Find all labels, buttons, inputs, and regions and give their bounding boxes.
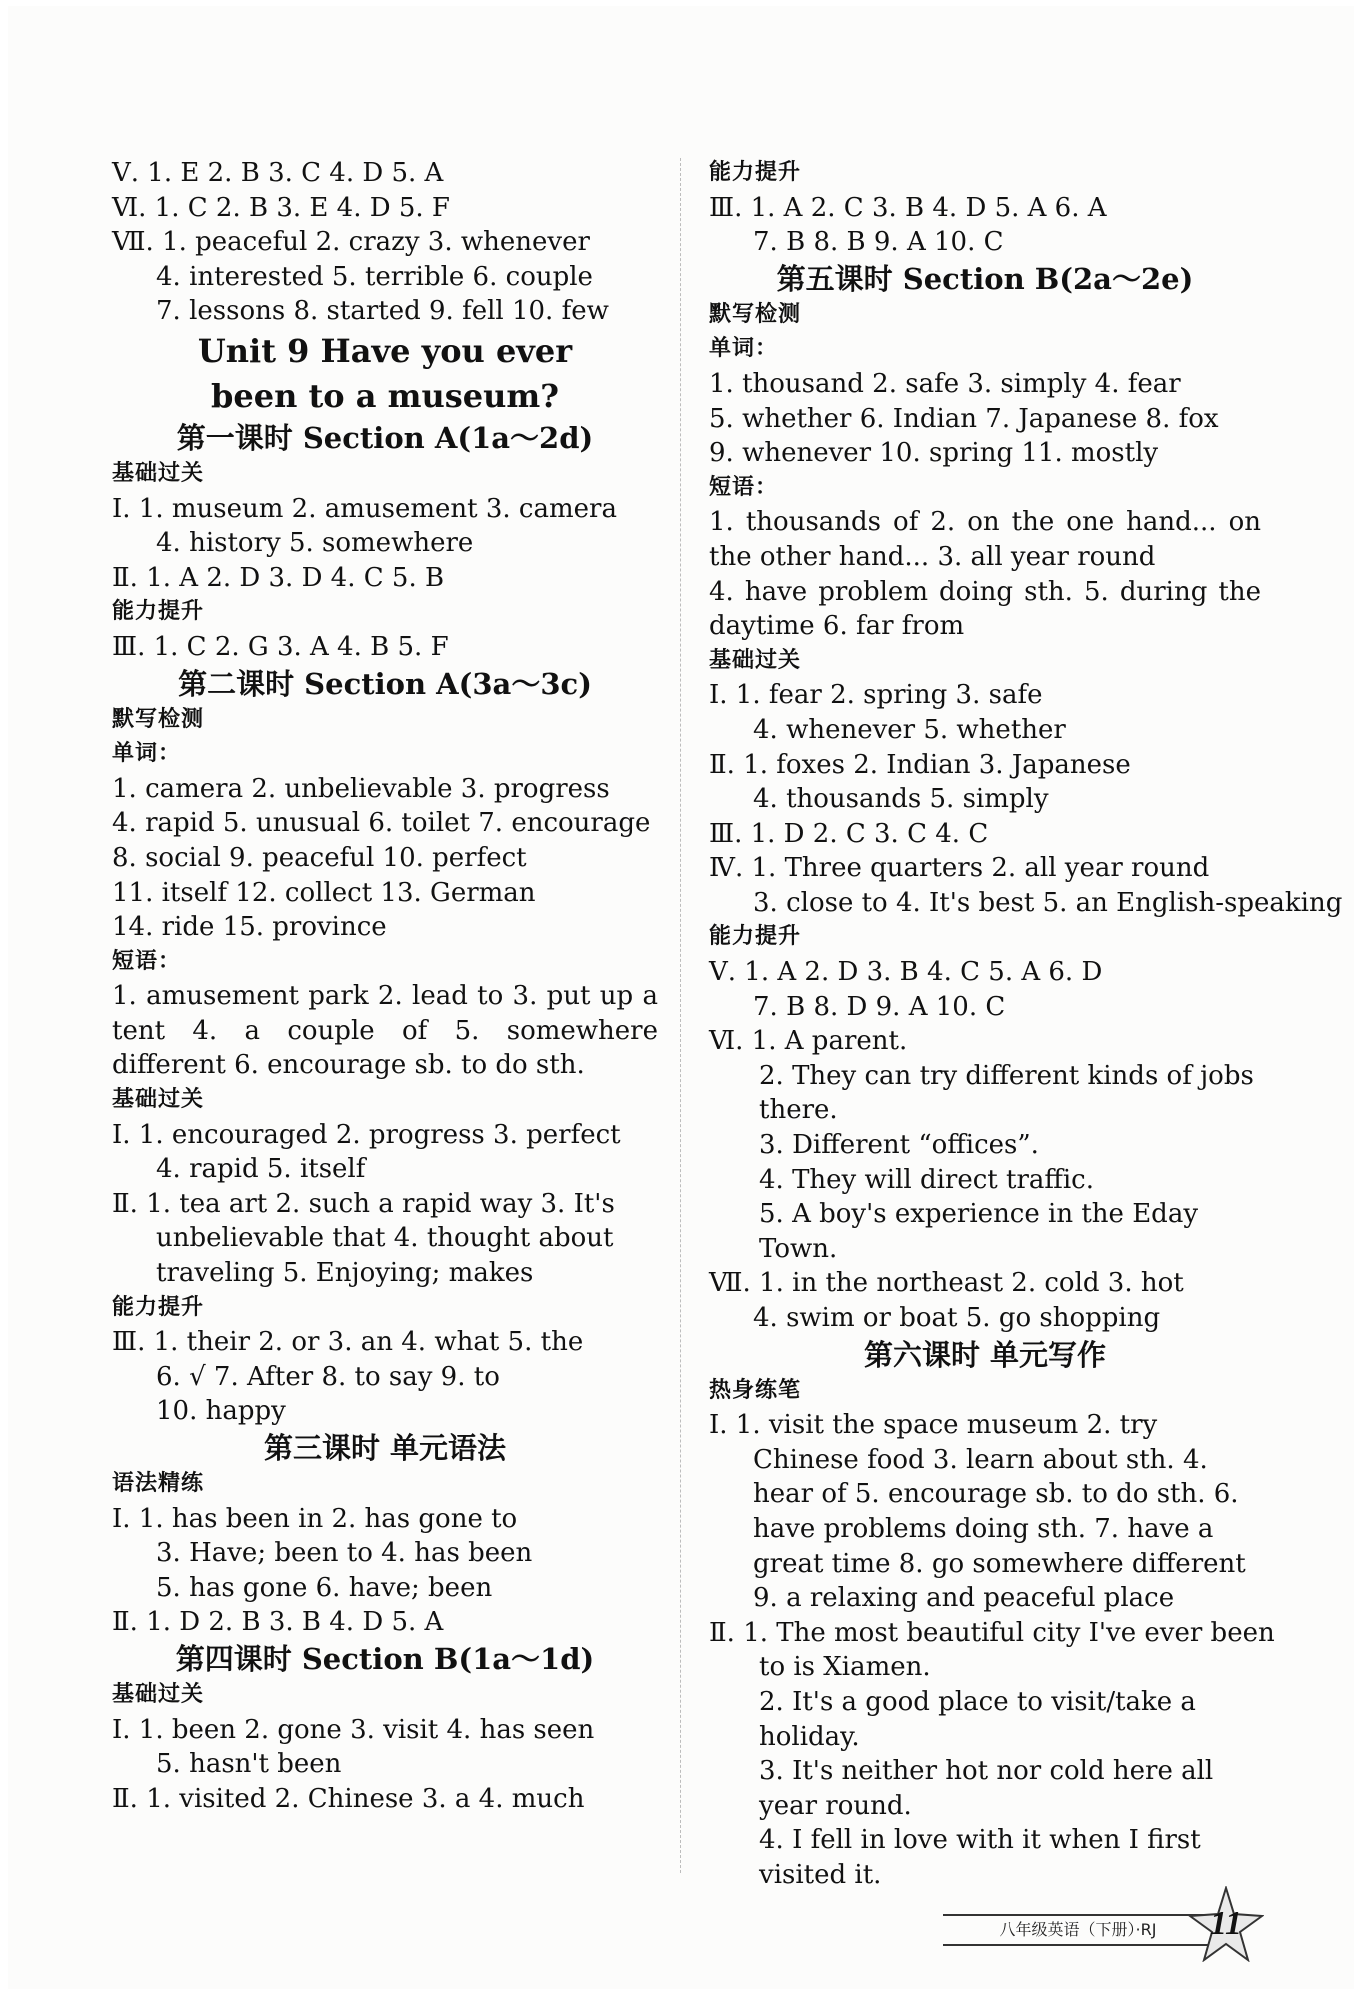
answer-line: 1. thousand 2. safe 3. simply 4. fear [709, 368, 1181, 399]
answer-line: 10. happy [156, 1396, 286, 1427]
answer-line: 11. itself 12. collect 13. German [112, 877, 536, 908]
section-heading: 单词： [112, 741, 182, 767]
answer-line: 2. They can try different kinds of jobs there. [759, 1060, 1254, 1126]
answer-line: Ⅰ. 1. encouraged 2. progress 3. perfect [112, 1119, 621, 1150]
answer-line: 4. They will direct traffic. [759, 1164, 1095, 1195]
book-label: 八年级英语（下册）·RJ [943, 1914, 1213, 1946]
answer-line: 4. swim or boat 5. go shopping [753, 1303, 1161, 1333]
answer-line: Ⅱ. 1. A 2. D 3. D 4. C 5. B [112, 562, 445, 593]
answer-line: 3. Different “offices”. [759, 1130, 1039, 1161]
column-divider [680, 158, 682, 1873]
lesson-heading: 第六课时 单元写作 [863, 1337, 1107, 1372]
section-heading: 短语： [709, 474, 779, 500]
lesson-heading: 第五课时 Section B(2a～2e) [776, 261, 1194, 296]
answer-line: 3. It's neither hot nor cold here all year round. [759, 1756, 1214, 1821]
answer-line: 4. whenever 5. whether [753, 714, 1066, 745]
answer-line: 4. I fell in love with it when I first visited it. [759, 1825, 1201, 1890]
answer-paragraph: Ⅰ. 1. visit the space museum 2. try Chinese food 3. learn about sth. 4. hear of 5. encourage sb. to do sth. 6. have problems doing sth. 7. have a great time 8. go somewhere different 9. a relaxing and peaceful place [709, 1410, 1246, 1614]
answer-line: Ⅶ. 1. peaceful 2. crazy 3. whenever [112, 227, 590, 258]
section-heading: 默写检测 [112, 706, 205, 732]
section-heading: 热身练笔 [709, 1377, 802, 1403]
answer-line: 5. hasn't been [156, 1749, 342, 1780]
answer-line: Ⅲ. 1. their 2. or 3. an 4. what 5. the [112, 1327, 584, 1358]
answer-line: 7. B 8. D 9. A 10. C [753, 991, 1006, 1022]
answer-line: 4. thousands 5. simply [753, 784, 1049, 815]
answer-line: Ⅱ. 1. visited 2. Chinese 3. a 4. much [112, 1783, 585, 1814]
unit-title: been to a museum? [210, 376, 559, 415]
section-heading: 默写检测 [709, 301, 802, 327]
answer-line: Ⅱ. 1. The most beautiful city I've ever been [709, 1617, 1275, 1648]
answer-line: 3. Have; been to 4. has been [156, 1538, 533, 1569]
answer-line: 8. social 9. peaceful 10. perfect [112, 842, 527, 873]
answer-line: 1. camera 2. unbelievable 3. progress [112, 773, 610, 804]
answer-line: Ⅶ. 1. in the northeast 2. cold 3. hot [709, 1268, 1184, 1299]
section-heading: 语法精练 [112, 1471, 205, 1496]
answer-line: Ⅲ. 1. D 2. C 3. C 4. C [709, 818, 989, 849]
answer-line: to is Xiamen. [759, 1652, 931, 1683]
answer-line: Ⅲ. 1. A 2. C 3. B 4. D 5. A 6. A [709, 192, 1107, 223]
answer-line: Ⅴ. 1. A 2. D 3. B 4. C 5. A 6. D [709, 957, 1103, 988]
section-heading: 基础过关 [112, 1087, 205, 1113]
answer-line: Ⅲ. 1. C 2. G 3. A 4. B 5. F [112, 631, 449, 662]
answer-line: Ⅰ. 1. been 2. gone 3. visit 4. has seen [112, 1714, 595, 1745]
answer-line: Ⅵ. 1. A parent. [709, 1026, 908, 1057]
right-column [709, 156, 1343, 1893]
answer-paragraph: 1. thousands of 2. on the one hand... on the other hand... 3. all year round [709, 507, 1261, 572]
answer-line: 14. ride 15. province [112, 912, 387, 943]
answer-line: Ⅰ. 1. fear 2. spring 3. safe [709, 680, 1043, 711]
lesson-heading: 第四课时 Section B(1a～1d) [175, 1641, 595, 1676]
answer-line: Ⅰ. 1. has been in 2. has gone to [112, 1503, 518, 1534]
section-heading: 能力提升 [112, 599, 205, 625]
answer-line: 5. has gone 6. have; been [156, 1572, 493, 1603]
answer-page [8, 6, 1354, 1989]
answer-line: 4. rapid 5. itself [156, 1154, 366, 1185]
section-heading: 基础过关 [112, 460, 205, 486]
answer-line: Ⅰ. 1. museum 2. amusement 3. camera [112, 493, 617, 524]
answer-line: 6. √ 7. After 8. to say 9. to [156, 1361, 500, 1392]
answer-line: Ⅴ. 1. E 2. B 3. C 4. D 5. A [112, 158, 444, 188]
answer-line: Ⅱ. 1. D 2. B 3. B 4. D 5. A [112, 1607, 444, 1638]
answer-line: 3. close to 4. It's best 5. an English-speaking [753, 887, 1343, 918]
answer-line: 9. whenever 10. spring 11. mostly [709, 438, 1159, 469]
lesson-heading: 第三课时 单元语法 [263, 1431, 507, 1465]
answer-line: 2. It's a good place to visit/take a holiday. [759, 1686, 1196, 1752]
answer-paragraph: Ⅱ. 1. tea art 2. such a rapid way 3. It's unbelievable that 4. thought about traveling 5. Enjoying; makes [112, 1188, 615, 1289]
section-heading: 基础过关 [709, 647, 802, 673]
answer-line: 7. B 8. B 9. A 10. C [753, 227, 1004, 258]
page-number: 11 [1209, 1905, 1243, 1942]
section-heading: 能力提升 [112, 1294, 205, 1320]
answer-paragraph: 4. have problem doing sth. 5. during the daytime 6. far from [709, 576, 1261, 642]
left-column [112, 156, 658, 1816]
lesson-heading: 第二课时 Section A(3a～3c) [178, 666, 592, 701]
section-heading: 短语： [112, 948, 182, 974]
answer-line: 4. interested 5. terrible 6. couple [156, 261, 593, 292]
answer-line: 5. A boy's experience in the Eday Town. [759, 1199, 1199, 1264]
section-heading: 单词： [709, 336, 779, 362]
answer-line: 7. lessons 8. started 9. fell 10. few [156, 296, 609, 327]
answer-paragraph: 1. amusement park 2. lead to 3. put up a tent 4. a couple of 5. somewhere different 6. encourage sb. to do sth. [112, 981, 658, 1081]
answer-line: Ⅵ. 1. C 2. B 3. E 4. D 5. F [112, 192, 450, 223]
unit-title: Unit 9 Have you ever [197, 331, 573, 370]
section-heading: 基础过关 [112, 1681, 205, 1707]
answer-line: Ⅱ. 1. foxes 2. Indian 3. Japanese [709, 749, 1131, 780]
answer-line: 4. rapid 5. unusual 6. toilet 7. encourage [112, 808, 651, 839]
section-heading: 能力提升 [709, 924, 802, 950]
answer-line: 5. whether 6. Indian 7. Japanese 8. fox [709, 403, 1219, 434]
lesson-heading: 第一课时 Section A(1a～2d) [176, 420, 594, 455]
answer-line: Ⅳ. 1. Three quarters 2. all year round [709, 853, 1210, 884]
section-heading: 能力提升 [709, 160, 802, 185]
answer-line: 4. history 5. somewhere [156, 528, 474, 559]
